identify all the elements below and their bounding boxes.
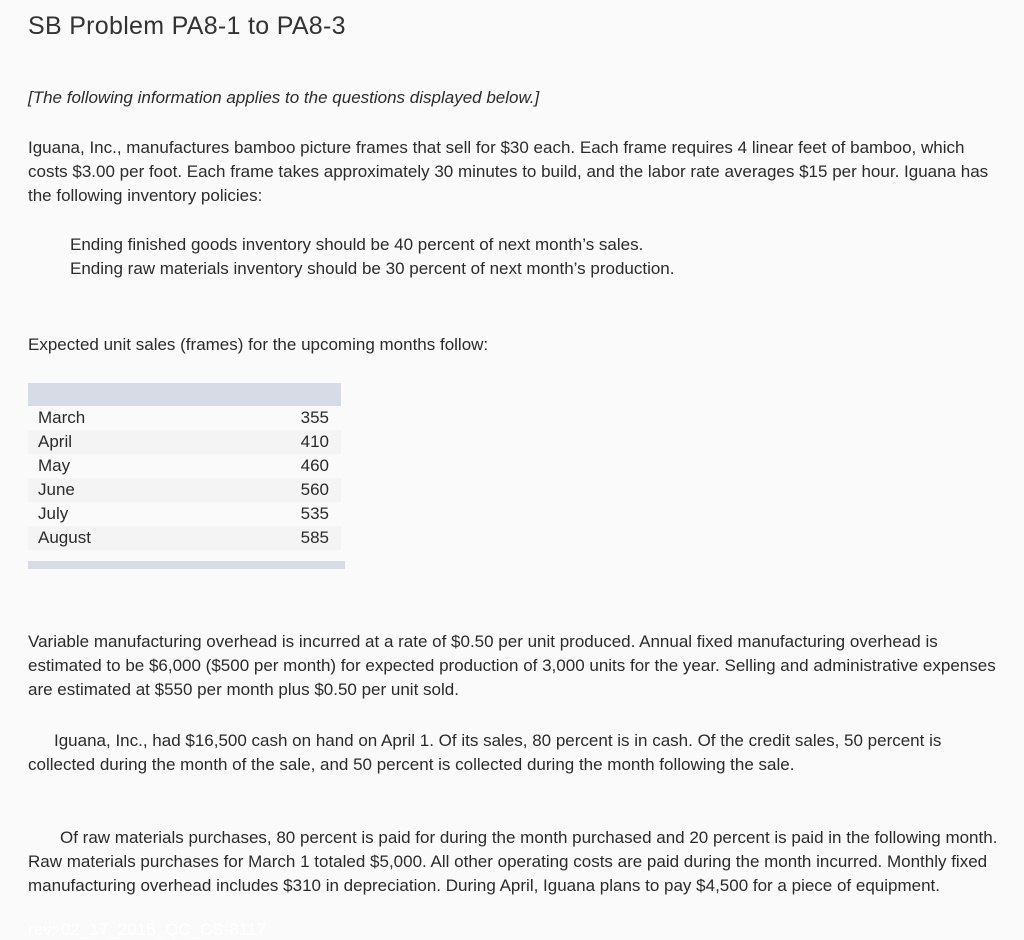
units-cell: 460 bbox=[300, 456, 329, 475]
page-title: SB Problem PA8-1 to PA8-3 bbox=[28, 12, 346, 40]
month-cell: March bbox=[38, 408, 86, 427]
problem-paragraph-3: Iguana, Inc., had $16,500 cash on hand on April 1. Of its sales, 80 percent is in cash. Of the credit sales, 50 percent is collected during the month of the sale, and 50 percent is collected during the month following the sale. bbox=[28, 731, 942, 774]
table-row bbox=[28, 454, 341, 478]
table-row bbox=[28, 502, 341, 526]
table-row bbox=[28, 478, 341, 502]
sales-intro: Expected unit sales (frames) for the upcoming months follow: bbox=[28, 335, 489, 354]
intro-note: [The following information applies to the questions displayed below.] bbox=[28, 88, 540, 107]
month-cell: April bbox=[38, 432, 73, 451]
units-cell: 560 bbox=[300, 480, 329, 499]
units-cell: 355 bbox=[300, 408, 329, 427]
policy-finished-goods: Ending finished goods inventory should be 40 percent of next month’s sales. bbox=[70, 235, 644, 254]
table-row bbox=[28, 430, 341, 454]
month-cell: August bbox=[38, 528, 91, 547]
problem-paragraph-2: Variable manufacturing overhead is incurred at a rate of $0.50 per unit produced. Annual fixed manufacturing overhead is estimated to be $6,000 ($500 per month) for expected production of 3,000 units for the year. Selling and administrative expenses are estimated at $550 per month plus $0.50 per unit sold. bbox=[28, 632, 996, 699]
problem-paragraph-4: Of raw materials purchases, 80 percent is paid for during the month purchased and 20 percent is paid in the following month. Raw materials purchases for March 1 totaled $5,000. All other operating costs are paid during the month incurred. Monthly fixed manufacturing overhead includes $310 in depreciation. During April, Iguana plans to pay $4,500 for a piece of equipment. bbox=[28, 828, 998, 895]
month-cell: June bbox=[38, 480, 75, 499]
problem-paragraph-1: Iguana, Inc., manufactures bamboo picture frames that sell for $30 each. Each frame requires 4 linear feet of bamboo, which costs $3.00 per foot. Each frame takes approximately 30 minutes to build, and the labor rate averages $15 per hour. Iguana has the following inventory policies: bbox=[28, 138, 989, 205]
table-row bbox=[28, 406, 341, 430]
units-cell: 410 bbox=[300, 432, 329, 451]
month-cell: May bbox=[38, 456, 71, 475]
units-cell: 585 bbox=[300, 528, 329, 547]
policy-raw-materials: Ending raw materials inventory should be 30 percent of next month’s production. bbox=[70, 259, 675, 278]
table-row bbox=[28, 526, 341, 550]
sales-table-header bbox=[28, 383, 341, 406]
sales-table bbox=[28, 406, 341, 550]
month-cell: July bbox=[38, 504, 69, 523]
units-cell: 535 bbox=[300, 504, 329, 523]
sales-table-footer bbox=[28, 561, 345, 569]
revision-watermark: rev: 02_17_2015_QC_CS-8117 bbox=[28, 920, 266, 939]
